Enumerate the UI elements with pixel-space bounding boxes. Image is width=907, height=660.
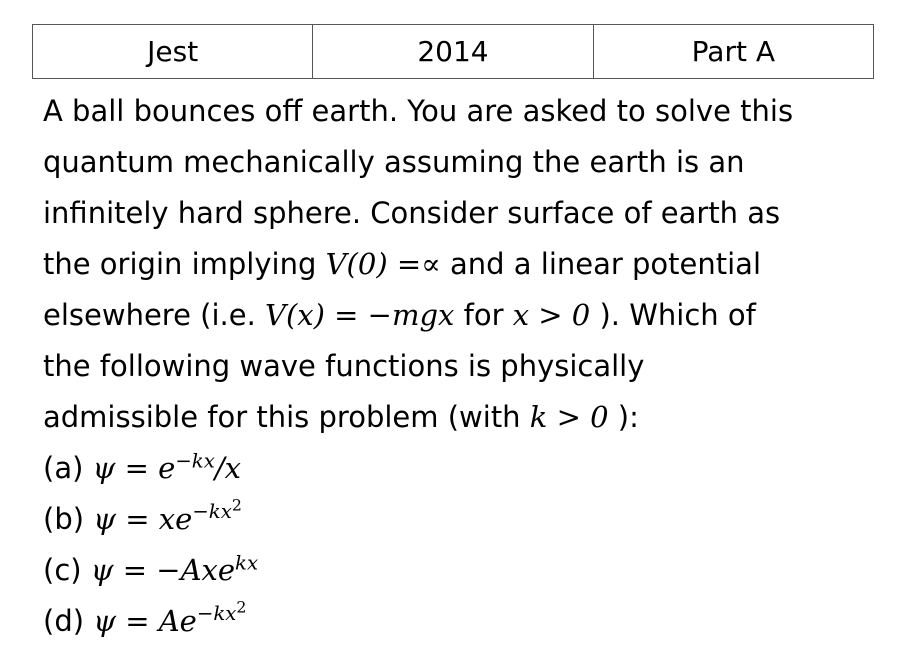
- header-row: [33, 25, 874, 79]
- question-text: the origin implying: [43, 247, 326, 281]
- math-expression: V(0) =∝: [325, 247, 441, 281]
- option-exponent: [192, 495, 242, 524]
- option-c: [43, 545, 893, 596]
- option-b: [43, 494, 893, 545]
- math-expression: k > 0: [529, 400, 609, 434]
- option-formula: ψ = e: [92, 451, 176, 485]
- question-text: ). Which of: [590, 298, 756, 332]
- question-text: ):: [608, 400, 639, 434]
- header-table: [32, 24, 874, 79]
- question-line-2: quantum mechanically assuming the earth is an: [43, 145, 745, 179]
- option-label: (a): [43, 451, 93, 485]
- math-expression: x > 0: [512, 298, 591, 332]
- question-line-4: [43, 239, 893, 290]
- option-exponent: kx: [235, 551, 259, 575]
- question-text: and a linear potential: [440, 247, 762, 281]
- header-part: Part A: [593, 25, 873, 79]
- option-formula: ψ = xe: [93, 502, 193, 536]
- math-expression: V(x) = −mgx: [265, 298, 455, 332]
- option-d: [43, 596, 893, 647]
- question-line-1: A ball bounces off earth. You are asked to solve this: [43, 94, 794, 128]
- header-exam-name: Jest: [33, 25, 313, 79]
- question-text: elsewhere (i.e.: [43, 298, 266, 332]
- option-exponent: −kx: [175, 449, 215, 473]
- option-formula: ψ = −Axe: [90, 553, 236, 587]
- header-year: 2014: [313, 25, 593, 79]
- option-exponent-power: 2: [231, 495, 242, 515]
- question-line-3: infinitely hard sphere. Consider surface of earth as: [43, 196, 781, 230]
- option-exponent-power: 2: [236, 597, 247, 617]
- question-line-7: [43, 392, 893, 443]
- question-line-5: [43, 290, 893, 341]
- option-label: (d): [43, 604, 94, 638]
- option-a: [43, 443, 893, 494]
- option-label: (c): [43, 553, 91, 587]
- question-text: admissible for this problem (with: [43, 400, 530, 434]
- option-formula: ψ = Ae: [93, 604, 197, 638]
- option-formula-tail: /x: [214, 451, 241, 485]
- option-exponent-text: −kx: [196, 602, 237, 626]
- question-line-6: the following wave functions is physically: [43, 349, 645, 383]
- option-label: (b): [43, 502, 94, 536]
- question-text: for: [454, 298, 513, 332]
- question-body: [43, 86, 893, 647]
- option-exponent: [196, 597, 247, 626]
- option-exponent-text: −kx: [192, 500, 232, 524]
